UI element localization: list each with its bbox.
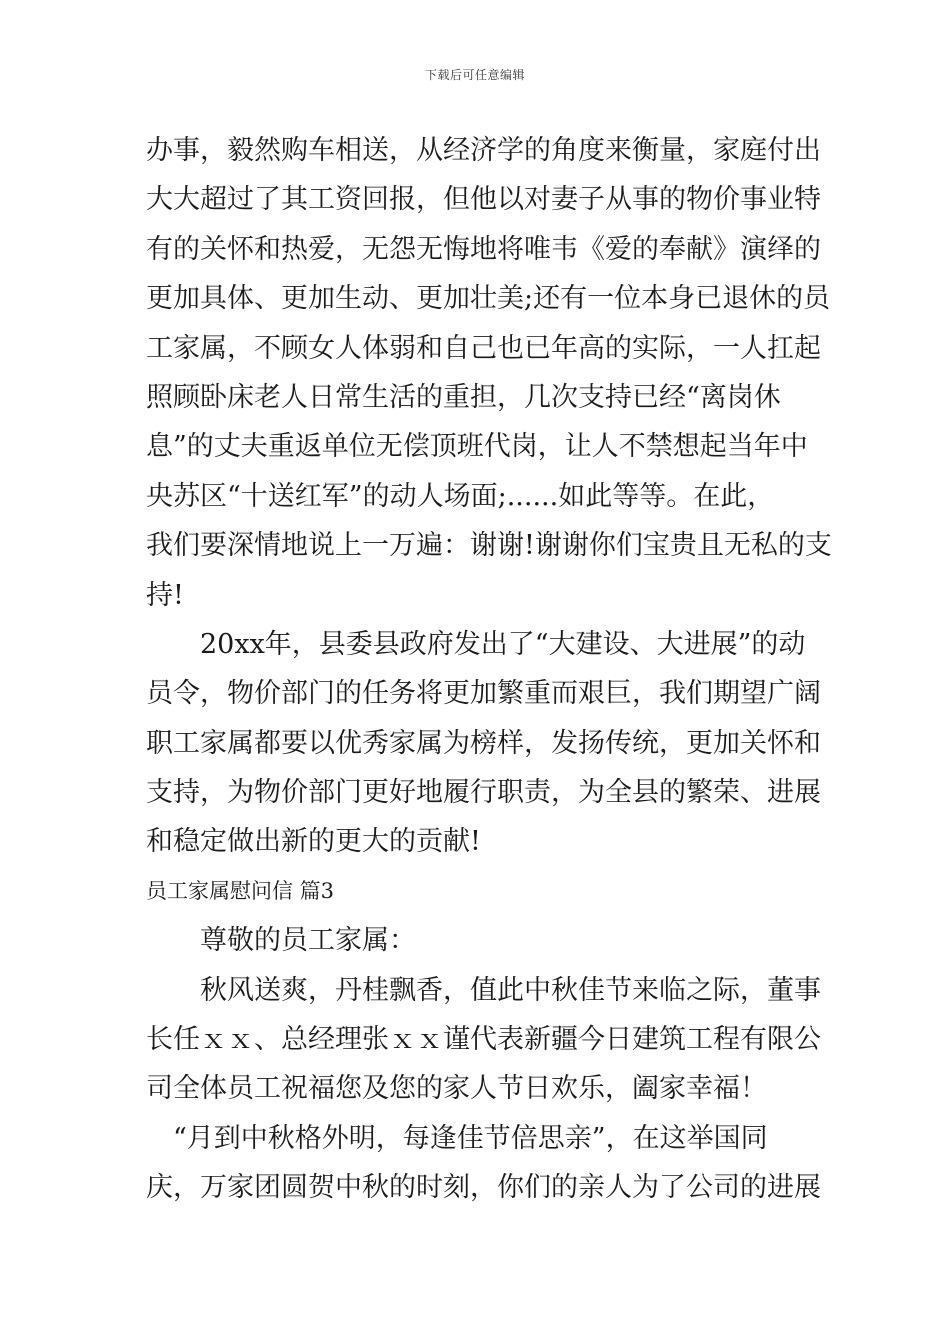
paragraph-line: 和稳定做出新的更大的贡献! — [146, 826, 481, 858]
paragraph-line: 更加具体、更加生动、更加壮美;还有一位本身已退休的员 — [146, 283, 831, 315]
paragraph-line: 办事，毅然购车相送，从经济学的角度来衡量，家庭付出 — [146, 135, 821, 166]
page-header-note: 下载后可任意编辑 — [424, 68, 525, 82]
paragraph-line: 员令，物价部门的任务将更加繁重而艰巨，我们期望广阔 — [146, 678, 821, 710]
paragraph-line: 庆，万家团圆贺中秋的时刻，你们的亲人为了公司的进展 — [146, 1172, 821, 1204]
paragraph-line: 支持，为物价部门更好地履行职责，为全县的繁荣、进展 — [146, 777, 821, 809]
letter-salutation: 尊敬的员工家属： — [200, 925, 416, 957]
paragraph-line: 照顾卧床老人日常生活的重担，几次支持已经“离岗休 — [146, 381, 781, 413]
paragraph-line: 司全体员工祝福您及您的家人节日欢乐，阖家幸福！ — [146, 1073, 767, 1105]
paragraph-line: 持! — [146, 579, 184, 611]
document-body — [146, 126, 832, 1213]
paragraph-line: 息”的丈夫重返单位无偿顶班代岗，让人不禁想起当年中 — [146, 431, 808, 463]
paragraph-line: 我们要深情地说上一万遍：谢谢!谢谢你们宝贵且无私的支 — [146, 530, 832, 562]
paragraph-line: “月到中秋格外明，每逢佳节倍思亲”，在这举国同 — [173, 1122, 768, 1154]
paragraph-line: 长任ｘｘ、总经理张ｘｘ谨代表新疆今日建筑工程有限公 — [146, 1024, 821, 1056]
paragraph-line: 秋风送爽，丹桂飘香，值此中秋佳节来临之际，董事 — [200, 974, 821, 1006]
paragraph-line: 大大超过了其工资回报，但他以对妻子从事的物价事业特 — [146, 184, 821, 216]
paragraph-line: 工家属，不顾女人体弱和自己也已年高的实际，一人扛起 — [146, 332, 821, 364]
section-title: 员工家属慰问信 篇3 — [146, 878, 335, 903]
paragraph-line: 有的关怀和热爱，无怨无悔地将唯韦《爱的奉献》演绎的 — [146, 233, 821, 265]
paragraph-line: 职工家属都要以优秀家属为榜样，发扬传统，更加关怀和 — [146, 727, 821, 759]
paragraph-line: 20xx年，县委县政府发出了“大建设、大进展”的动 — [200, 628, 806, 660]
paragraph-line: 央苏区“十送红军”的动人场面;......如此等等。在此， — [146, 480, 775, 512]
